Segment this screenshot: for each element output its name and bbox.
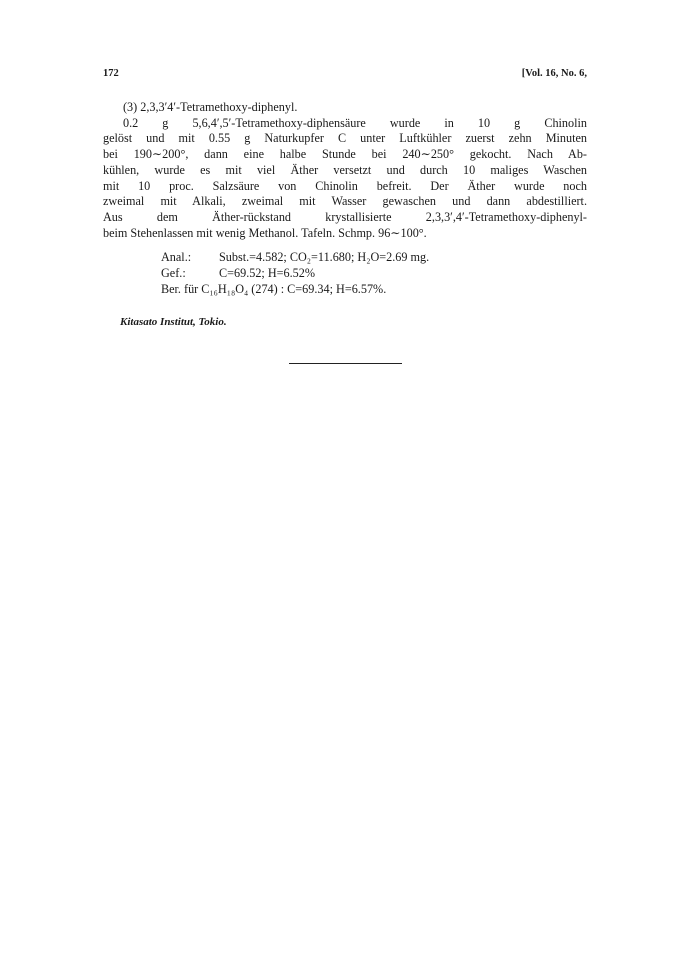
page-number: 172 [103,68,119,79]
section-heading: (3) 2,3,3′4′-Tetramethoxy-diphenyl. [123,100,298,114]
elemental-analysis [103,250,587,297]
paragraph-line: beim Stehenlassen mit wenig Methanol. Tafeln. Schmp. 96∼100°. [103,225,427,240]
paragraph-line: zweimal mit Alkali, zweimal mit Wasser gewaschen und dann abdestilliert. [103,194,587,209]
analysis-row-calculated: Ber. für C₁₆H₁₈O₄ (274) : C=69.34; H=6.57%. [161,281,387,296]
paragraph-line: gelöst und mit 0.55 g Naturkupfer C unter Luftkühler zuerst zehn Minuten [103,131,587,146]
end-divider [289,363,402,364]
analysis-row-anal [161,250,587,266]
analysis-value: Subst.=4.582; CO₂=11.680; H₂O=2.69 mg. [219,250,430,265]
paragraph-line: mit 10 proc. Salzsäure von Chinolin befreit. Der Äther wurde noch [103,178,587,193]
journal-reference: [Vol. 16, No. 6, [521,68,587,79]
procedure-paragraph [103,116,587,242]
article-body [103,100,587,297]
analysis-row-found [161,266,587,282]
paragraph-line: kühlen, wurde es mit viel Äther versetzt und durch 10 maliges Waschen [103,162,587,177]
paragraph-line: bei 190∼200°, dann eine halbe Stunde bei 240∼250° gekocht. Nach Ab- [103,147,587,162]
affiliation: Kitasato Institut, Tokio. [120,316,227,328]
page-header [103,68,587,82]
paragraph-line: Aus dem Äther-rückstand krystallisierte 2,3,3′,4′-Tetramethoxy-diphenyl- [103,209,587,224]
analysis-label: Anal.: [161,250,192,265]
analysis-label: Gef.: [161,266,186,281]
paragraph-line: 0.2 g 5,6,4′,5′-Tetramethoxy-diphensäure wurde in 10 g Chinolin [123,115,587,130]
analysis-value: C=69.52; H=6.52% [219,266,316,281]
